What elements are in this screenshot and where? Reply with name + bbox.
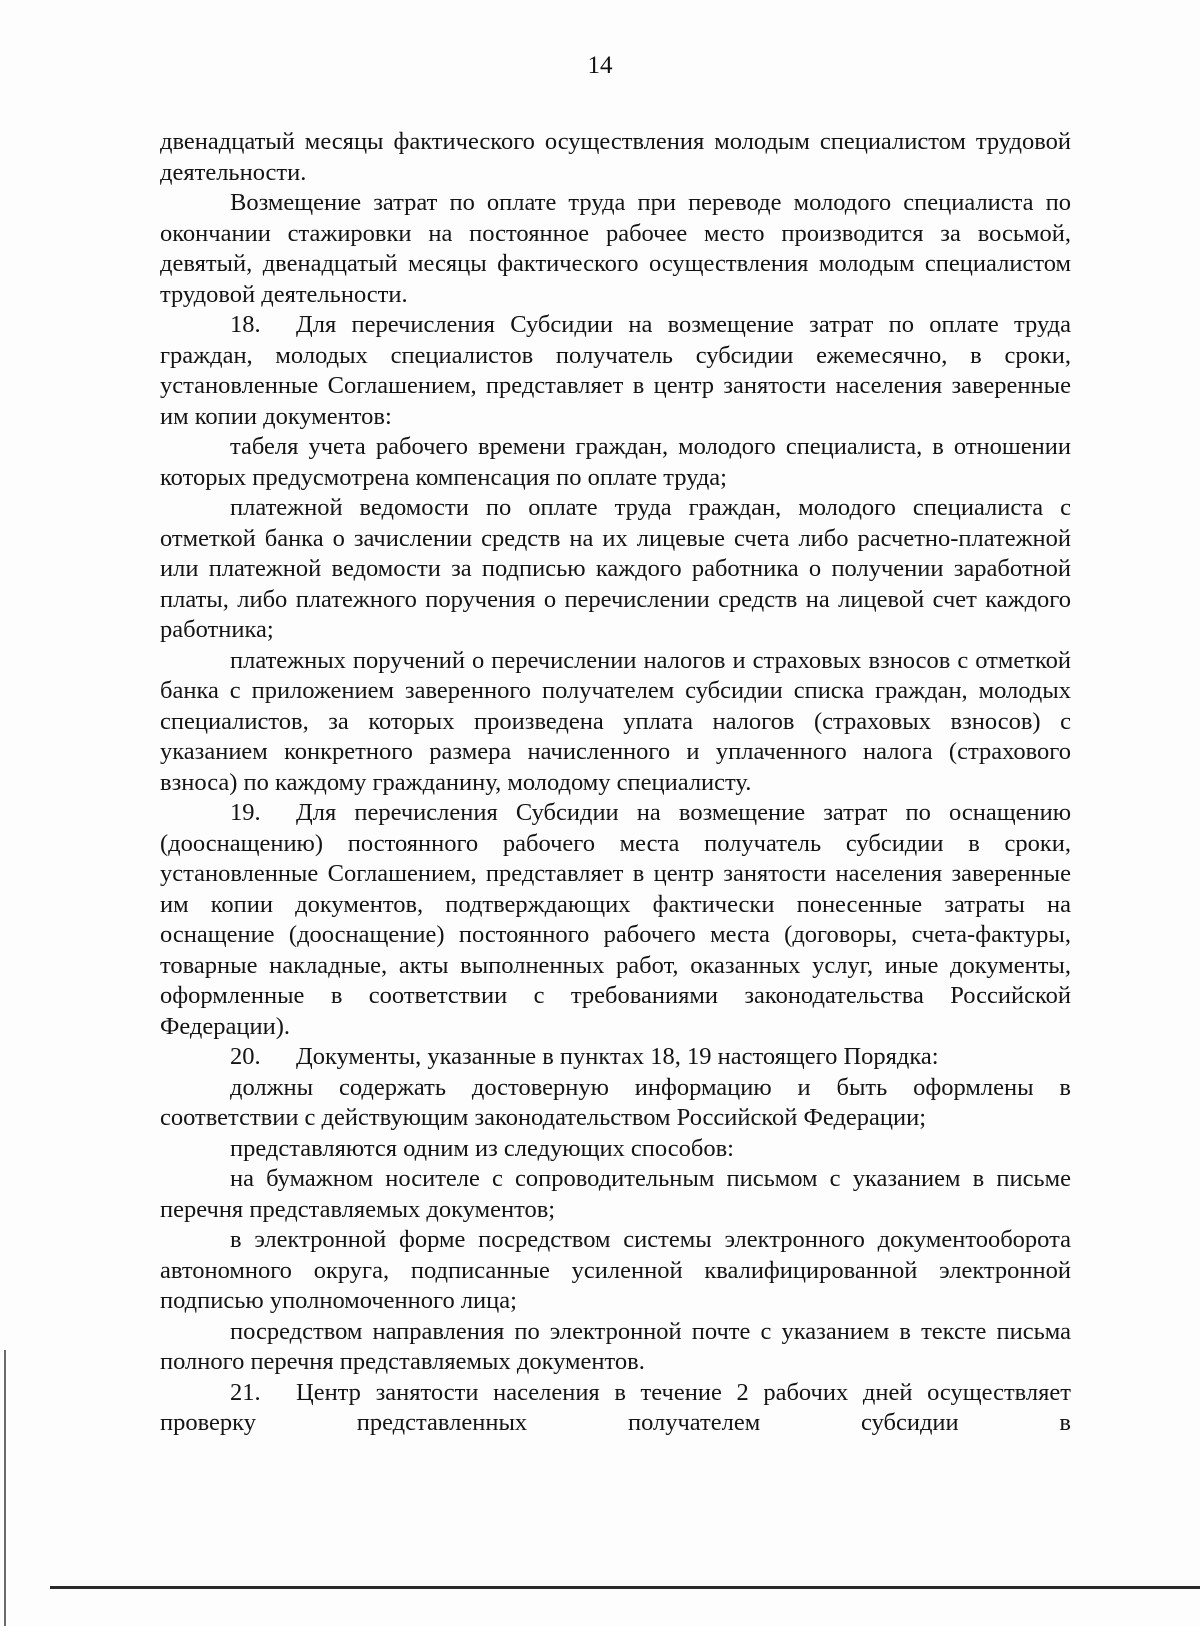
item-number: 20. xyxy=(230,1043,261,1070)
item-number: 18. xyxy=(230,311,261,338)
paragraph-timesheet: табеля учета рабочего времени граждан, молодого специалиста, в отношении которых предусмотрена компенсация по оплате труда; xyxy=(160,433,1071,491)
item-number: 19. xyxy=(230,799,261,826)
item-text: Для перечисления Субсидии на возмещение затрат по оснащению (дооснащению) постоянного рабочего места получатель субсидии в сроки, установленные Соглашением, представляет в центр занятости населения заверенные им копии документов, подтверждающих фактически понесенные затраты на оснащение (дооснащение) постоянного рабочего места (договоры, счета-фактуры, товарные накладные, акты выполненных работ, оказанных услуг, иные документы, оформленные в соответствии с требованиями законодательства Российской Федерации). xyxy=(160,799,1071,1040)
paragraph-submission-methods: представляются одним из следующих способов: xyxy=(230,1134,734,1162)
item-text: Документы, указанные в пунктах 18, 19 настоящего Порядка: xyxy=(296,1043,939,1070)
scan-left-edge xyxy=(4,1350,6,1626)
paragraph-reimbursement-transfer: Возмещение затрат по оплате труда при переводе молодого специалиста по окончании стажировки на постоянное рабочее место производится за восьмой, девятый, двенадцатый месяцы фактического осуществления молодым специалистом трудовой деятельности. xyxy=(160,189,1071,308)
paragraph-item-20 xyxy=(160,1042,1071,1073)
paragraph-item-21 xyxy=(160,1378,1071,1439)
paragraph-paper-method: на бумажном носителе с сопроводительным письмом с указанием в письме перечня представляемых документов; xyxy=(160,1165,1071,1223)
paragraph-item-18 xyxy=(160,310,1071,432)
paragraph-item-19 xyxy=(160,798,1071,1042)
paragraph-continuation: двенадцатый месяцы фактического осуществления молодым специалистом трудовой деятельности. xyxy=(160,128,1071,186)
document-body xyxy=(160,127,1071,1439)
paragraph-reliable-info: должны содержать достоверную информацию и быть оформлены в соответствии с действующим законодательством Российской Федерации; xyxy=(160,1073,1071,1131)
paragraph-email-method: посредством направления по электронной почте с указанием в тексте письма полного перечня представляемых документов. xyxy=(160,1317,1071,1375)
item-text: Для перечисления Субсидии на возмещение затрат по оплате труда граждан, молодых специалистов получатель субсидии ежемесячно, в сроки, установленные Соглашением, представляет в центр занятости населения заверенные им копии документов: xyxy=(160,311,1071,430)
item-number: 21. xyxy=(230,1378,261,1406)
paragraph-electronic-method: в электронной форме посредством системы электронного документооборота автономного округа, подписанные усиленной квалифицированной электронной подписью уполномоченного лица; xyxy=(160,1226,1071,1314)
paragraph-payment-orders: платежных поручений о перечислении налогов и страховых взносов с отметкой банка с приложением заверенного получателем субсидии списка граждан, молодых специалистов, за которых произведена уплата налогов (страховых взносов) с указанием конкретного размера начисленного и уплаченного налога (страхового взноса) по каждому гражданину, молодому специалисту. xyxy=(160,646,1071,796)
paragraph-payroll-statement: платежной ведомости по оплате труда граждан, молодого специалиста с отметкой банка о зачислении средств на их лицевые счета либо расчетно-платежной или платежной ведомости за подписью каждого работника о получении заработной платы, либо платежного поручения о перечислении средств на лицевой счет каждого работника; xyxy=(160,494,1071,643)
item-text: Центр занятости населения в течение 2 рабочих дней осуществляет проверку представленных получателем субсидии в xyxy=(160,1378,1071,1436)
scan-bottom-edge xyxy=(50,1586,1200,1589)
page-number: 14 xyxy=(587,52,613,79)
